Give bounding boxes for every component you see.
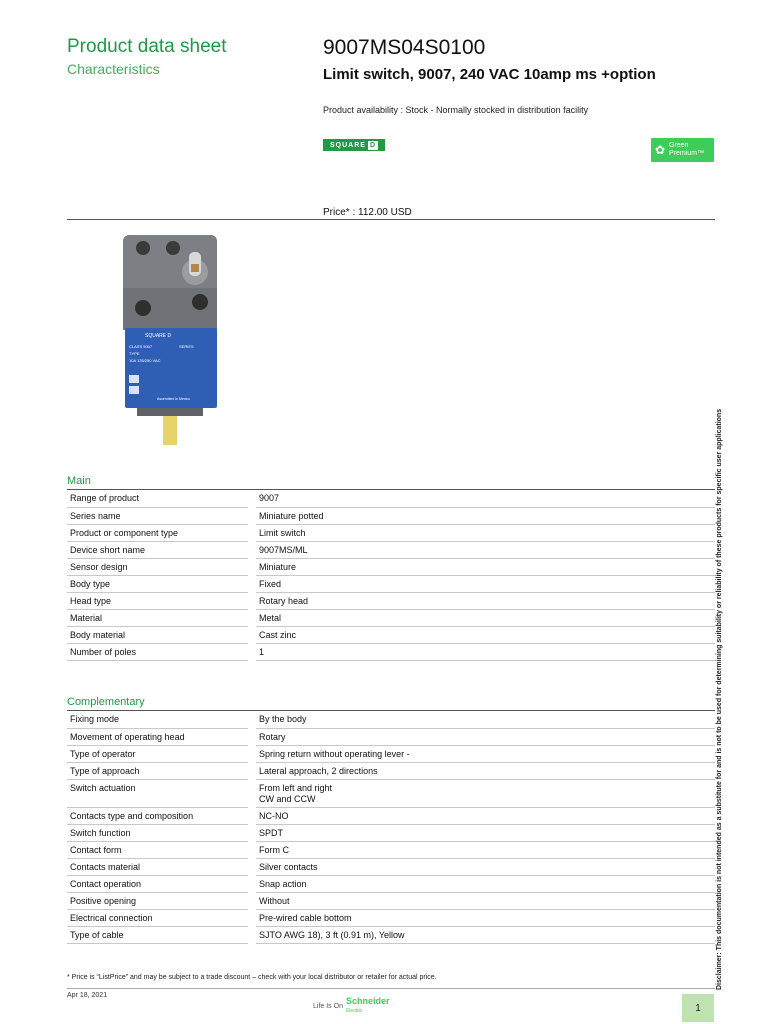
table-row — [67, 892, 715, 909]
spec-value-line: CW and CCW — [259, 793, 316, 804]
company-sub: Electric — [345, 1008, 363, 1014]
square-d-logo — [323, 139, 385, 151]
table-row — [67, 824, 715, 841]
label-rating: 10A 125/250 VAC — [129, 358, 161, 363]
schneider-electric-logo — [313, 997, 389, 1015]
main-spec-table — [67, 490, 715, 661]
table-row — [67, 609, 715, 626]
label-series: SERIES — [179, 344, 194, 349]
spec-label: Contacts type and composition — [67, 807, 252, 824]
spec-label: Series name — [67, 507, 252, 524]
spec-value — [252, 779, 715, 807]
spec-value: SJTO AWG 18), 3 ft (0.91 m), Yellow — [252, 926, 715, 943]
spec-value: Form C — [252, 841, 715, 858]
spec-value: 9007MS/ML — [252, 541, 715, 558]
divider — [67, 219, 715, 220]
brand-logo-mark: D — [369, 141, 376, 149]
company-name: Schneider — [345, 996, 390, 1006]
spec-value: Without — [252, 892, 715, 909]
table-row — [67, 711, 715, 728]
spec-label: Type of approach — [67, 762, 252, 779]
spec-value: 9007 — [252, 490, 715, 507]
spec-value: Rotary — [252, 728, 715, 745]
life-is-on-text: Life Is On — [313, 1002, 343, 1010]
spec-label: Product or component type — [67, 524, 252, 541]
spec-label: Contact operation — [67, 875, 252, 892]
table-row — [67, 643, 715, 660]
green-premium-line1: Green — [669, 142, 689, 149]
leaf-icon: ✿ — [654, 143, 666, 157]
table-row — [67, 807, 715, 824]
spec-label: Type of operator — [67, 745, 252, 762]
page-number: 1 — [682, 994, 714, 1022]
spec-label: Sensor design — [67, 558, 252, 575]
page-title: Product data sheet — [67, 36, 227, 57]
label-class: CLASS 9007 — [129, 344, 153, 349]
spec-label: Switch actuation — [67, 779, 252, 807]
complementary-spec-table — [67, 711, 715, 944]
table-row — [67, 558, 715, 575]
section-title-main: Main — [67, 475, 91, 487]
green-premium-text — [669, 142, 704, 158]
table-row — [67, 745, 715, 762]
table-row — [67, 909, 715, 926]
spec-value: By the body — [252, 711, 715, 728]
table-row — [67, 762, 715, 779]
spec-label: Contacts material — [67, 858, 252, 875]
label-brand: SQUARE D — [145, 333, 172, 339]
spec-value-line: From left and right — [259, 782, 333, 793]
green-premium-line2: Premium™ — [669, 150, 705, 157]
brand-logo-text: SQUARE — [329, 141, 366, 149]
green-premium-badge — [651, 138, 714, 162]
table-row — [67, 626, 715, 643]
spec-label: Body material — [67, 626, 252, 643]
table-row — [67, 490, 715, 507]
section-title-complementary: Complementary — [67, 696, 145, 708]
spec-label: Type of cable — [67, 926, 252, 943]
label-type: TYPE — [129, 351, 140, 356]
spec-value: Pre-wired cable bottom — [252, 909, 715, 926]
table-row — [67, 858, 715, 875]
table-row — [67, 841, 715, 858]
spec-value: Lateral approach, 2 directions — [252, 762, 715, 779]
spec-label: Positive opening — [67, 892, 252, 909]
table-row — [67, 592, 715, 609]
table-row — [67, 728, 715, 745]
spec-value: Cast zinc — [252, 626, 715, 643]
spec-label: Movement of operating head — [67, 728, 252, 745]
price-footnote: * Price is “ListPrice” and may be subject to a trade discount – check with your local distributor or retailer for actual price. — [67, 974, 437, 981]
table-row — [67, 875, 715, 892]
table-row — [67, 575, 715, 592]
spec-value: SPDT — [252, 824, 715, 841]
spec-label: Contact form — [67, 841, 252, 858]
product-description: Limit switch, 9007, 240 VAC 10amp ms +option — [323, 66, 656, 83]
spec-value: Metal — [252, 609, 715, 626]
availability-text: Product availability : Stock - Normally stocked in distribution facility — [323, 105, 589, 115]
spec-label: Switch function — [67, 824, 252, 841]
part-number: 9007MS04S0100 — [323, 36, 486, 59]
spec-label: Device short name — [67, 541, 252, 558]
spec-value: Fixed — [252, 575, 715, 592]
spec-label: Head type — [67, 592, 252, 609]
label-made-in: Assembled in Mexico — [157, 397, 191, 401]
spec-value: Rotary head — [252, 592, 715, 609]
spec-value: Spring return without operating lever - — [252, 745, 715, 762]
spec-label: Body type — [67, 575, 252, 592]
footer-divider — [67, 988, 715, 989]
document-date: Apr 18, 2021 — [67, 992, 108, 999]
spec-value: Silver contacts — [252, 858, 715, 875]
disclaimer: Disclaimer: This documentation is not intended as a substitute for and is not to be used for determining suitability or reliability of these products for specific user applications — [716, 408, 723, 990]
spec-value: Miniature — [252, 558, 715, 575]
product-image — [115, 230, 225, 445]
spec-value: Snap action — [252, 875, 715, 892]
spec-value: Limit switch — [252, 524, 715, 541]
table-row — [67, 541, 715, 558]
spec-label: Electrical connection — [67, 909, 252, 926]
spec-label: Range of product — [67, 490, 252, 507]
table-row — [67, 524, 715, 541]
price: Price* : 112.00 USD — [323, 207, 412, 218]
spec-value: 1 — [252, 643, 715, 660]
spec-value: NC-NO — [252, 807, 715, 824]
spec-label: Material — [67, 609, 252, 626]
table-row — [67, 779, 715, 807]
spec-value: Miniature potted — [252, 507, 715, 524]
spec-label: Fixing mode — [67, 711, 252, 728]
page-subtitle: Characteristics — [67, 61, 160, 77]
product-label — [125, 328, 217, 408]
table-row — [67, 926, 715, 943]
table-row — [67, 507, 715, 524]
spec-label: Number of poles — [67, 643, 252, 660]
